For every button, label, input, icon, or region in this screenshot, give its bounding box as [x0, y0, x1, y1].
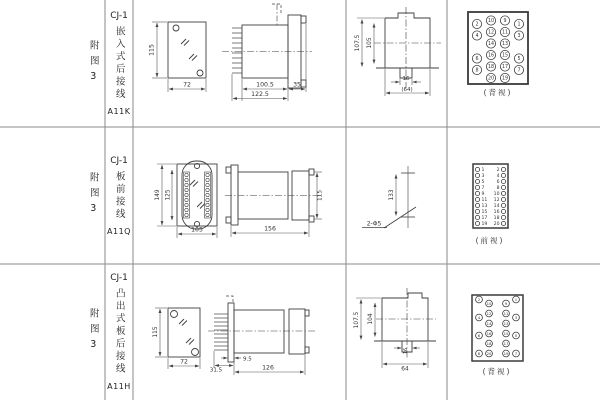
terminal-number: 8: [477, 350, 481, 356]
dim-side-flange: 35: [293, 81, 301, 89]
terminal-circle: [501, 167, 505, 171]
dim-cut-inner: 105: [367, 37, 373, 49]
terminal-number: 15: [481, 210, 488, 216]
terminal-number: 18: [486, 340, 492, 346]
terminal-circles-row1: [472, 16, 523, 83]
terminal-number: 1: [514, 296, 518, 302]
terminal-number: 7: [481, 186, 485, 192]
dim-side-body: 126: [262, 364, 274, 372]
row1-cutout-dims: [357, 18, 430, 96]
row3-front-dims: [155, 308, 200, 369]
terminal-number: 11: [503, 310, 509, 316]
model-name: CJ-1: [110, 273, 128, 284]
terminal-number: 18: [487, 65, 495, 71]
view-caption-row3: (背视): [482, 367, 512, 376]
type-code: A11K: [107, 107, 131, 116]
terminal-number: 5: [514, 332, 518, 338]
terminal-number: 5: [481, 180, 485, 186]
dim-front-height: 115: [153, 326, 159, 338]
terminal-number: 14: [487, 42, 495, 48]
terminal-circle: [501, 221, 505, 225]
terminal-number: 2: [496, 168, 500, 174]
terminal-number: 8: [475, 68, 479, 74]
terminal-circle: [501, 215, 505, 219]
terminal-circle: [475, 203, 479, 207]
terminal-circle: [475, 191, 479, 195]
terminal-circle: [501, 191, 505, 195]
dim-front-height: 115: [148, 44, 156, 56]
terminal-number: 9: [504, 300, 508, 306]
terminal-number: 4: [475, 34, 479, 40]
terminal-number: 16: [493, 210, 500, 216]
terminal-number: 1: [517, 22, 521, 28]
terminal-circle: [501, 209, 505, 213]
terminal-circle: [475, 185, 479, 189]
mount-type: 凸出式板后接线: [113, 288, 125, 376]
dim-cut-width: (64): [401, 87, 413, 93]
terminal-circle: [475, 215, 479, 219]
dim-side-body: 100.5: [256, 81, 274, 89]
terminal-circle: [501, 203, 505, 207]
dim-cut-inner: 104: [368, 313, 374, 325]
terminal-number: 13: [501, 42, 509, 48]
terminal-number: 17: [501, 65, 509, 71]
terminal-number: 3: [481, 174, 485, 180]
dim-front-width: 72: [180, 358, 188, 366]
mount-type: 板前接线: [113, 170, 125, 221]
terminal-number: 20: [493, 222, 500, 228]
dim-cut-stud: 16: [402, 76, 410, 82]
model-name: CJ-1: [110, 11, 128, 21]
terminal-number: 8: [496, 186, 500, 192]
terminal-number: 6: [477, 332, 481, 338]
terminal-circle: [475, 221, 479, 225]
terminal-number: 14: [486, 320, 492, 326]
dim-front-width: 105: [191, 226, 203, 234]
terminal-circle: [501, 197, 505, 201]
terminal-number: 17: [503, 340, 509, 346]
terminal-circle: [501, 173, 505, 177]
terminal-number: 10: [493, 192, 500, 198]
terminal-number: 11: [501, 30, 509, 36]
figure-label-text: 附图3: [87, 171, 99, 220]
terminal-number: 6: [496, 180, 500, 186]
terminal-circle: [475, 209, 479, 213]
terminal-circle: [501, 179, 505, 183]
terminal-number: 13: [481, 204, 488, 210]
terminal-number: 7: [514, 350, 518, 356]
terminal-number: 19: [481, 222, 488, 228]
terminal-number: 5: [517, 57, 521, 63]
row1-front-view: [168, 22, 206, 78]
terminal-number: 10: [486, 300, 492, 306]
terminal-circle: [475, 179, 479, 183]
terminal-number: 2: [475, 22, 479, 28]
terminal-number: 3: [514, 314, 518, 320]
terminal-circles-row3: [476, 296, 520, 357]
model-name: CJ-1: [110, 155, 128, 166]
terminal-number: 11: [481, 198, 488, 204]
row1-side-dims: [232, 24, 306, 101]
terminal-number: 2: [477, 296, 481, 302]
view-caption-row2: (前视): [475, 236, 505, 245]
dim-front-width: 72: [183, 81, 191, 89]
dim-side-total: 122.5: [251, 91, 269, 98]
terminal-number: 12: [493, 198, 500, 204]
terminal-circles-row2: [475, 167, 505, 227]
dim-side-pins: 31.5: [209, 367, 223, 374]
dim-hole-pitch: 133: [389, 189, 395, 201]
row2-front-view: [177, 161, 217, 229]
dim-side-step: 9.5: [243, 356, 252, 363]
dim-cut-width: 64: [401, 366, 409, 373]
terminal-number: 4: [496, 174, 500, 180]
row1-front-dims: [152, 22, 206, 92]
row3-side-view: [208, 296, 315, 362]
row2-side-dims: [231, 172, 322, 237]
terminal-number: 20: [486, 350, 492, 356]
row1-side-view: [222, 4, 312, 88]
figure-label-text: 附图3: [87, 39, 99, 88]
row2-side-view: [225, 165, 320, 225]
terminal-number: 14: [493, 204, 500, 210]
terminal-number: 4: [477, 314, 481, 320]
terminal-number: 17: [481, 216, 488, 222]
terminal-circle: [501, 185, 505, 189]
terminal-number: 1: [481, 168, 485, 174]
view-caption-row1: (背视): [483, 88, 513, 97]
type-code: A11Q: [107, 226, 131, 236]
dim-hole-label: 2-Φ5: [366, 220, 382, 228]
terminal-circle: [475, 167, 479, 171]
mount-type: 嵌入式后接线: [113, 26, 125, 101]
terminal-number: 12: [487, 30, 495, 36]
terminal-circle: [475, 173, 479, 177]
terminal-number: 15: [503, 330, 509, 336]
terminal-number: 18: [493, 216, 500, 222]
dim-side-height: 115: [317, 189, 324, 202]
dim-cut-stud: 16: [403, 347, 409, 355]
terminal-number: 13: [503, 320, 509, 326]
figure-label-text: 附图3: [87, 308, 99, 356]
terminal-number: 16: [486, 330, 492, 336]
terminal-number: 6: [475, 57, 479, 63]
terminal-number: 20: [487, 76, 495, 82]
dim-front-height: 149: [155, 189, 161, 201]
terminal-number: 10: [487, 19, 495, 25]
terminal-number: 19: [501, 76, 509, 82]
terminal-number: 9: [481, 192, 485, 198]
terminal-number: 9: [503, 19, 507, 25]
terminal-number: 19: [503, 350, 509, 356]
terminal-number: 12: [486, 310, 492, 316]
type-code: A11H: [107, 381, 131, 391]
terminal-number: 16: [487, 53, 495, 59]
dim-side-total: 156: [264, 225, 276, 233]
dim-cut-outer: 107.5: [354, 311, 360, 329]
row3-front-view: [168, 308, 200, 357]
dim-front-inner: 125: [165, 189, 172, 201]
row3-panel-cutout: [374, 288, 436, 358]
row3-cutout-dims: [356, 298, 428, 368]
terminal-number: 7: [517, 68, 521, 74]
terminal-number: 3: [517, 34, 521, 40]
terminal-circle: [475, 197, 479, 201]
terminal-number: 15: [501, 53, 509, 59]
dim-cut-outer: 107.5: [355, 34, 361, 52]
